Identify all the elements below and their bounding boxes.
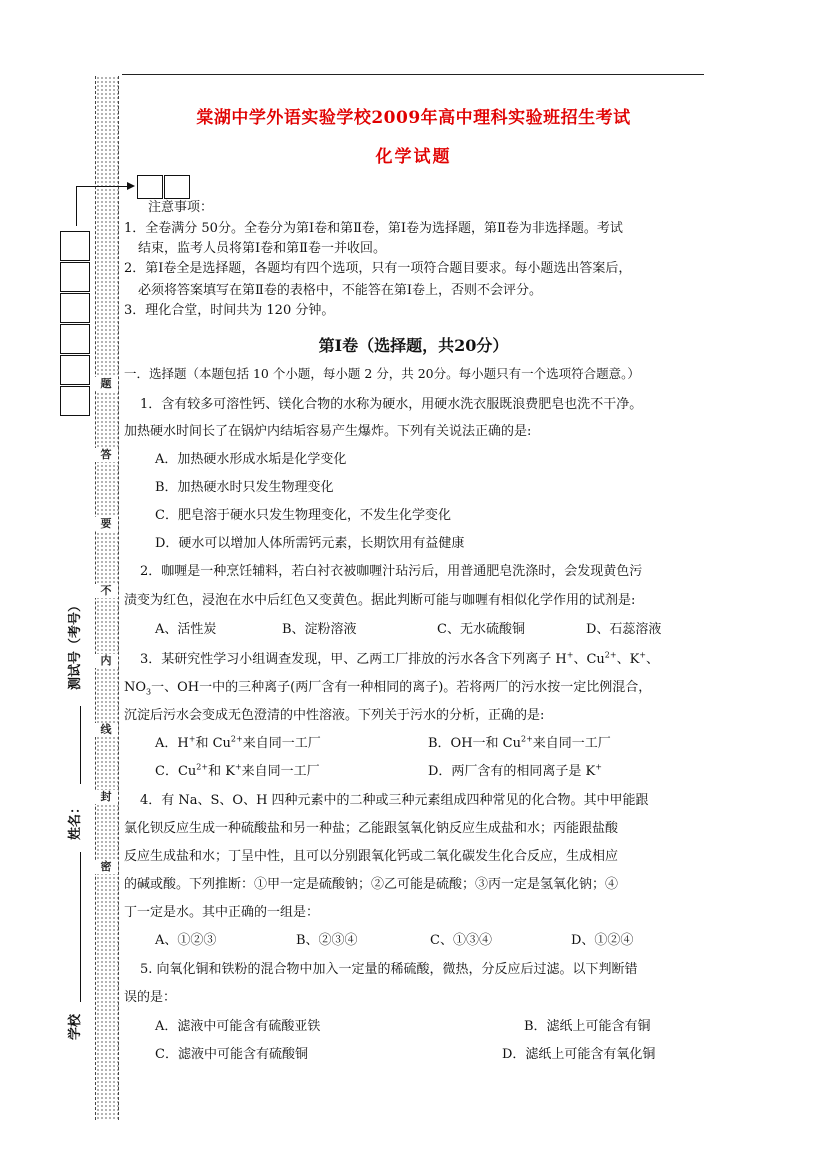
option: A、①②③ xyxy=(155,933,217,948)
seal-char: 答 xyxy=(94,448,118,462)
option: D．硬水可以增加人体所需钙元素，长期饮用有益健康 xyxy=(155,536,465,551)
option: A、活性炭 xyxy=(155,622,217,637)
exam-subtitle: 化学试题 xyxy=(375,147,452,167)
question-text: 4．有 Na、S、O、H 四种元素中的二种或三种元素组成四种常见的化合物。其中甲能跟 xyxy=(140,793,649,808)
arrow-head-icon xyxy=(127,182,135,190)
option: C．肥皂溶于硬水只发生物理变化，不发生化学变化 xyxy=(155,508,451,523)
notice-line: 3．理化合堂，时间共为 120 分钟。 xyxy=(124,303,335,318)
option: B．滤纸上可能含有铜 xyxy=(524,1019,651,1034)
question-text: 1．含有较多可溶性钙、镁化合物的水称为硬水，用硬水洗衣服既浪费肥皂也洗不干净。 xyxy=(140,397,643,412)
exam-number-fill-line[interactable] xyxy=(80,706,81,784)
exam-number-box[interactable] xyxy=(60,386,90,416)
option: D、石蕊溶液 xyxy=(586,622,662,637)
top-rule xyxy=(122,74,704,75)
seal-char: 题 xyxy=(94,377,118,391)
question-text: $NO_3$一、OH一中的三种离子(两厂含有一种相同的离子)。若将两厂的污水按一定比例混合， xyxy=(124,680,652,697)
option: A．滤液中可能含有硫酸亚铁 xyxy=(155,1019,321,1034)
question-text: 丁一定是水。其中正确的一组是： xyxy=(124,905,320,920)
exam-number-box[interactable] xyxy=(60,355,90,385)
seal-char: 封 xyxy=(94,790,118,804)
score-boxes xyxy=(137,175,191,199)
seal-char: 不 xyxy=(94,584,118,598)
question-text: 5. 向氧化铜和铁粉的混合物中加入一定量的稀硫酸，微热，分反应后过滤。以下判断错 xyxy=(140,962,638,977)
exam-number-box[interactable] xyxy=(60,293,90,323)
option: B、②③④ xyxy=(296,933,358,948)
notice-line: 结束，监考人员将第Ⅰ卷和第Ⅱ卷一并收回。 xyxy=(138,241,386,256)
question-text: 的碱或酸。下列推断：①甲一定是硫酸钠；②乙可能是硫酸；③丙一定是氢氧化钠；④ xyxy=(124,877,619,892)
arrow-line xyxy=(76,186,128,187)
notice-line: 1．全卷满分 50分。全卷分为第Ⅰ卷和第Ⅱ卷，第Ⅰ卷为选择题，第Ⅱ卷为非选择题。考试 xyxy=(124,221,623,236)
option: C、①③④ xyxy=(430,933,492,948)
question-text: 误的是： xyxy=(124,990,177,1005)
seal-char: 内 xyxy=(94,654,118,668)
seal-char: 密 xyxy=(94,860,118,874)
option: D．两厂含有的相同离子是 K+ xyxy=(428,762,602,779)
name-label: 姓名： xyxy=(68,800,83,840)
school-label: 学校 xyxy=(68,1013,83,1040)
option: C、无水硫酸铜 xyxy=(437,622,525,637)
seal-char: 线 xyxy=(94,723,118,737)
option: A．H+和 $Cu^{2+}$来自同一工厂 xyxy=(155,734,321,751)
exam-number-boxes xyxy=(60,231,90,417)
arrow-line xyxy=(76,186,77,226)
option: B、淀粉溶液 xyxy=(282,622,357,637)
notice-line: 必须将答案填写在第Ⅱ卷的表格中，不能答在第Ⅰ卷上，否则不会评分。 xyxy=(138,283,542,298)
name-fill-line[interactable] xyxy=(80,852,81,1002)
option: D、①②④ xyxy=(571,933,634,948)
question-text: 2．咖喱是一种烹饪辅料，若白衬衣被咖喱汁玷污后，用普通肥皂洗涤时，会发现黄色污 xyxy=(140,564,643,579)
option: D．滤纸上可能含有氧化铜 xyxy=(502,1047,656,1062)
question-text: 反应生成盐和水；丁呈中性，且可以分别跟氧化钙或二氧化碳发生化合反应，生成相应 xyxy=(124,849,619,864)
exam-title: 棠湖中学外语实验学校2009年高中理科实验班招生考试 xyxy=(196,108,631,128)
section-title: 第Ⅰ卷（选择题，共20分） xyxy=(318,336,509,355)
seal-char: 要 xyxy=(94,517,118,531)
exam-number-box[interactable] xyxy=(60,262,90,292)
option: A．加热硬水形成水垢是化学变化 xyxy=(155,452,347,467)
exam-number-label: 测试号（考号） xyxy=(68,598,83,690)
section-intro: 一．选择题（本题包括 10 个小题，每小题 2 分，共 20分。每小题只有一个选项符合题意。） xyxy=(124,366,640,381)
option: C．$Cu^{2+}$和 K+来自同一工厂 xyxy=(155,762,320,779)
question-text: 氯化钡反应生成一种硫酸盐和另一种盐；乙能跟氢氧化钠反应生成盐和水；丙能跟盐酸 xyxy=(124,821,619,836)
score-box[interactable] xyxy=(137,175,163,199)
score-box[interactable] xyxy=(164,175,190,199)
question-text: 沉淀后污水会变成无色澄清的中性溶液。下列关于污水的分析，正确的是: xyxy=(124,708,545,723)
option: B．OH一和 $Cu^{2+}$来自同一工厂 xyxy=(428,734,611,751)
option: B．加热硬水时只发生物理变化 xyxy=(155,480,334,495)
option: C．滤液中可能含有硫酸铜 xyxy=(155,1047,308,1062)
notice-line: 2．第Ⅰ卷全是选择题，各题均有四个选项，只有一项符合题目要求。每小题选出答案后， xyxy=(124,261,632,276)
question-text: 加热硬水时间长了在锅炉内结垢容易产生爆炸。下列有关说法正确的是: xyxy=(124,424,532,439)
seal-line-strip xyxy=(95,76,119,1120)
exam-number-box[interactable] xyxy=(60,231,90,261)
question-text: 3．某研究性学习小组调查发现，甲、乙两工厂排放的污水各含下列离子 H+、$Cu^{2+}$、K+、 xyxy=(140,650,660,667)
notice-heading: 注意事项： xyxy=(148,200,214,215)
question-text: 渍变为红色，浸泡在水中后红色又变黄色。据此判断可能与咖喱有相似化学作用的试剂是: xyxy=(124,593,636,608)
